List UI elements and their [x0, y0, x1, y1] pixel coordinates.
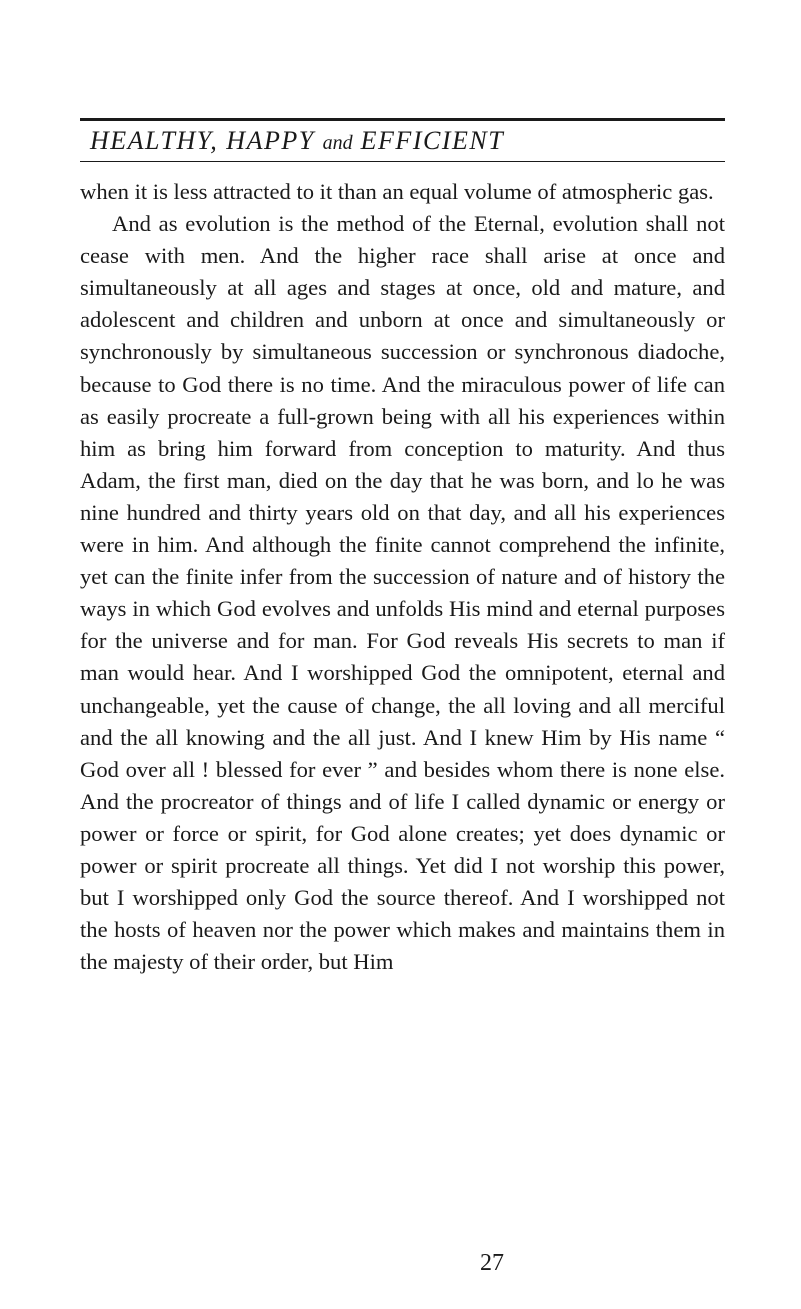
- running-head: [80, 121, 725, 161]
- page-header: [80, 118, 725, 162]
- body-text: [80, 176, 725, 978]
- running-head-and: and: [322, 132, 353, 154]
- running-head-part2: EFFICIENT: [352, 126, 505, 155]
- paragraph-continued: when it is less attracted to it than an equal volume of atmospheric gas.: [80, 179, 714, 204]
- running-head-part1: HEALTHY, HAPPY: [90, 126, 323, 155]
- page-number: 27: [480, 1250, 504, 1276]
- header-rule-bottom: [80, 161, 725, 162]
- paragraph: And as evolution is the method of the Eternal, evolution shall not cease with men. And the higher race shall arise at once and simultaneously at all ages and stages at once, old and mature, and adolescent and children and unborn at once and simultaneously or synchronously by simultaneous succession or synchronous diadoche, because to God there is no time. And the miraculous power of life can as easily procreate a full-grown being with all his experiences within him as bring him forward from conception to maturity. And thus Adam, the first man, died on the day that he was born, and lo he was nine hundred and thirty years old on that day, and all his experiences were in him. And although the finite cannot comprehend the infinite, yet can the finite infer from the succession of nature and of history the ways in which God evolves and unfolds His mind and eternal purposes for the universe and for man. For God reveals His secrets to man if man would hear. And I worshipped God the omnipotent, eternal and unchangeable, yet the cause of change, the all loving and all merciful and the all knowing and the all just. And I knew Him by His name “ God over all ! blessed for ever ” and besides whom there is none else. And the procreator of things and of life I called dynamic or energy or power or force or spirit, for God alone creates; yet does dynamic or power or spirit procreate all things. Yet did I not worship this power, but I worshipped only God the source thereof. And I worshipped not the hosts of heaven nor the power which makes and maintains them in the majesty of their order, but Him: [80, 211, 725, 975]
